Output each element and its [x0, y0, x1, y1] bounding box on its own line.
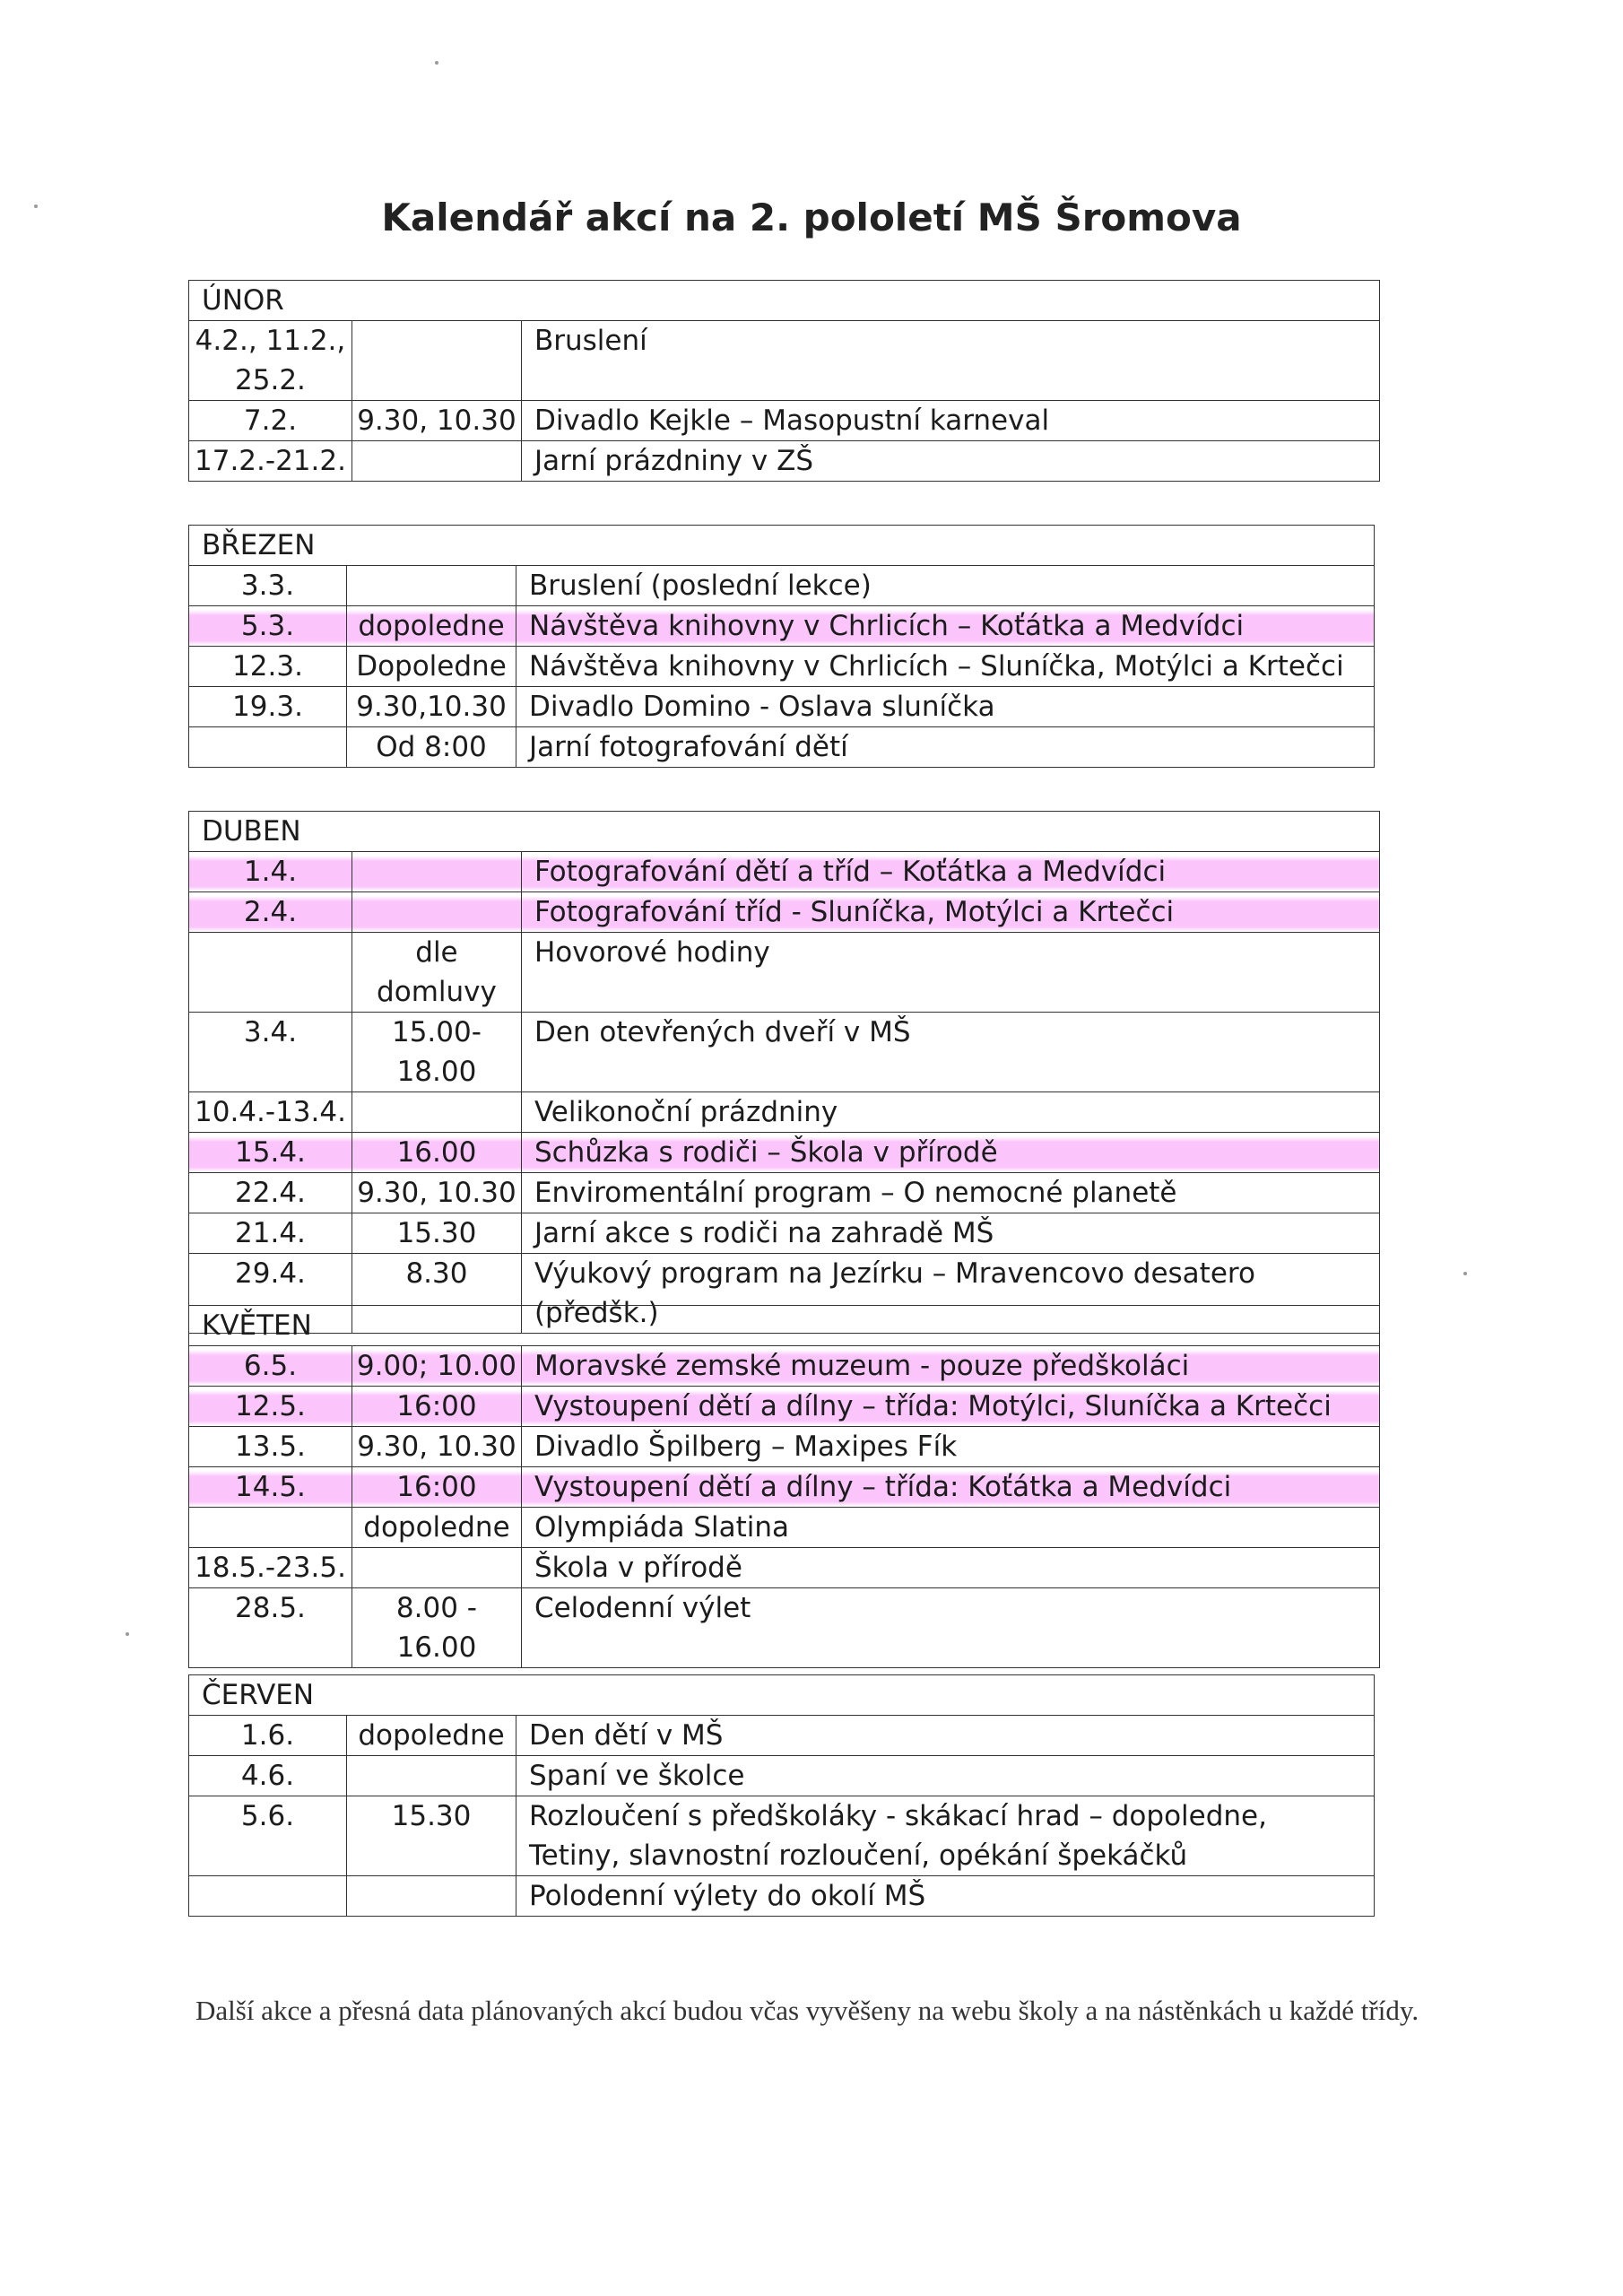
table-row	[189, 727, 1375, 768]
event-time: 9.30, 10.30	[352, 1173, 521, 1213]
event-name: Den dětí v MŠ	[516, 1716, 1375, 1756]
event-time	[352, 441, 521, 482]
scan-speck	[1463, 1272, 1467, 1275]
scan-speck	[126, 1632, 129, 1636]
table-row	[189, 687, 1375, 727]
event-time	[347, 1756, 516, 1796]
month-name: ČERVEN	[189, 1675, 1375, 1716]
month-header-row	[189, 281, 1380, 321]
table-row	[189, 933, 1380, 1013]
table-row	[189, 1876, 1375, 1917]
event-date: 4.2., 11.2., 25.2.	[189, 321, 352, 401]
event-date: 21.4.	[189, 1213, 352, 1254]
month-table	[188, 1674, 1375, 1917]
event-name: Návštěva knihovny v Chrlicích – Sluníčka, Motýlci a Krtečci	[516, 647, 1375, 687]
event-date	[189, 1876, 347, 1917]
table-row	[189, 1346, 1380, 1387]
month-table	[188, 280, 1380, 482]
table-row	[189, 1588, 1380, 1668]
table-row	[189, 892, 1380, 933]
event-name: Jarní prázdniny v ZŠ	[521, 441, 1379, 482]
event-date	[189, 1508, 352, 1548]
scan-speck	[435, 61, 438, 65]
event-name: Olympiáda Slatina	[521, 1508, 1379, 1548]
month-name: BŘEZEN	[189, 526, 1375, 566]
event-name: Výukový program na Jezírku – Mravencovo desatero (předšk.)	[521, 1254, 1379, 1334]
table-row	[189, 1213, 1380, 1254]
event-date: 5.3.	[189, 606, 347, 647]
table-row	[189, 1548, 1380, 1588]
event-time: 15.00-18.00	[352, 1013, 521, 1092]
event-time	[352, 1548, 521, 1588]
table-row	[189, 1133, 1380, 1173]
event-time: 9.30,10.30	[347, 687, 516, 727]
event-name: Fotografování dětí a tříd – Koťátka a Medvídci	[521, 852, 1379, 892]
event-date	[189, 933, 352, 1013]
event-date: 12.5.	[189, 1387, 352, 1427]
event-time	[352, 852, 521, 892]
event-name: Vystoupení dětí a dílny – třída: Koťátka a Medvídci	[521, 1467, 1379, 1508]
table-row	[189, 321, 1380, 401]
event-name: Den otevřených dveří v MŠ	[521, 1013, 1379, 1092]
table-row	[189, 1013, 1380, 1092]
month-header-row	[189, 1675, 1375, 1716]
footer-note: Další akce a přesná data plánovaných akcí budou včas vyvěšeny na webu školy a na nástěnkách u každé třídy.	[195, 1995, 1419, 2026]
event-date: 17.2.-21.2.	[189, 441, 352, 482]
event-date: 12.3.	[189, 647, 347, 687]
event-date: 13.5.	[189, 1427, 352, 1467]
table-row	[189, 401, 1380, 441]
table-row	[189, 441, 1380, 482]
event-date: 1.4.	[189, 852, 352, 892]
event-time: 16:00	[352, 1467, 521, 1508]
month-header-row	[189, 526, 1375, 566]
event-name: Schůzka s rodiči – Škola v přírodě	[521, 1133, 1379, 1173]
event-time: 16.00	[352, 1133, 521, 1173]
event-name: Spaní ve školce	[516, 1756, 1375, 1796]
event-name: Divadlo Domino - Oslava sluníčka	[516, 687, 1375, 727]
table-row	[189, 1427, 1380, 1467]
event-date: 5.6.	[189, 1796, 347, 1876]
event-date: 6.5.	[189, 1346, 352, 1387]
month-header-row	[189, 812, 1380, 852]
event-time: 9.30, 10.30	[352, 1427, 521, 1467]
table-row	[189, 1173, 1380, 1213]
event-name: Divadlo Špilberg – Maxipes Fík	[521, 1427, 1379, 1467]
event-time: dopoledne	[352, 1508, 521, 1548]
event-date: 22.4.	[189, 1173, 352, 1213]
event-time	[347, 566, 516, 606]
event-name: Návštěva knihovny v Chrlicích – Koťátka a Medvídci	[516, 606, 1375, 647]
month-name: ÚNOR	[189, 281, 1380, 321]
event-name: Divadlo Kejkle – Masopustní karneval	[521, 401, 1379, 441]
month-name: KVĚTEN	[189, 1306, 1380, 1346]
event-time: dle domluvy	[352, 933, 521, 1013]
event-name: Škola v přírodě	[521, 1548, 1379, 1588]
event-time: 9.30, 10.30	[352, 401, 521, 441]
table-row	[189, 1467, 1380, 1508]
event-date: 2.4.	[189, 892, 352, 933]
month-table	[188, 1305, 1380, 1668]
event-date: 1.6.	[189, 1716, 347, 1756]
event-name: Hovorové hodiny	[521, 933, 1379, 1013]
month-name: DUBEN	[189, 812, 1380, 852]
event-name: Polodenní výlety do okolí MŠ	[516, 1876, 1375, 1917]
event-name: Bruslení (poslední lekce)	[516, 566, 1375, 606]
event-time: Od 8:00	[347, 727, 516, 768]
event-name: Moravské zemské muzeum - pouze předškoláci	[521, 1346, 1379, 1387]
event-time: 15.30	[347, 1796, 516, 1876]
event-time: dopoledne	[347, 606, 516, 647]
event-date: 19.3.	[189, 687, 347, 727]
event-time: 8.30	[352, 1254, 521, 1334]
month-table	[188, 525, 1375, 768]
event-name: Enviromentální program – O nemocné planetě	[521, 1173, 1379, 1213]
event-time: Dopoledne	[347, 647, 516, 687]
month-header-row	[189, 1306, 1380, 1346]
event-date: 28.5.	[189, 1588, 352, 1668]
table-row	[189, 1716, 1375, 1756]
event-name: Celodenní výlet	[521, 1588, 1379, 1668]
table-row	[189, 566, 1375, 606]
table-row	[189, 647, 1375, 687]
event-name: Vystoupení dětí a dílny – třída: Motýlci, Sluníčka a Krtečci	[521, 1387, 1379, 1427]
event-name: Rozloučení s předškoláky - skákací hrad – dopoledne, Tetiny, slavnostní rozloučení, opékání špekáčků	[516, 1796, 1375, 1876]
event-date: 14.5.	[189, 1467, 352, 1508]
table-row	[189, 1508, 1380, 1548]
event-time	[352, 1092, 521, 1133]
event-date: 10.4.-13.4.	[189, 1092, 352, 1133]
page-title: Kalendář akcí na 2. pololetí MŠ Šromova	[381, 196, 1242, 239]
table-row	[189, 606, 1375, 647]
table-row	[189, 1756, 1375, 1796]
event-name: Jarní fotografování dětí	[516, 727, 1375, 768]
event-name: Jarní akce s rodiči na zahradě MŠ	[521, 1213, 1379, 1254]
month-table	[188, 811, 1380, 1334]
event-date: 18.5.-23.5.	[189, 1548, 352, 1588]
event-time	[347, 1876, 516, 1917]
table-row	[189, 1796, 1375, 1876]
event-date: 4.6.	[189, 1756, 347, 1796]
event-date	[189, 727, 347, 768]
event-time: 8.00 - 16.00	[352, 1588, 521, 1668]
table-row	[189, 852, 1380, 892]
event-time: 16:00	[352, 1387, 521, 1427]
event-name: Fotografování tříd - Sluníčka, Motýlci a Krtečci	[521, 892, 1379, 933]
event-date: 7.2.	[189, 401, 352, 441]
event-time	[352, 321, 521, 401]
event-date: 3.4.	[189, 1013, 352, 1092]
scan-speck	[34, 204, 38, 208]
event-time: 9.00; 10.00	[352, 1346, 521, 1387]
event-date: 29.4.	[189, 1254, 352, 1334]
event-name: Velikonoční prázdniny	[521, 1092, 1379, 1133]
event-time: 15.30	[352, 1213, 521, 1254]
table-row	[189, 1092, 1380, 1133]
event-date: 3.3.	[189, 566, 347, 606]
event-date: 15.4.	[189, 1133, 352, 1173]
event-time	[352, 892, 521, 933]
event-name: Bruslení	[521, 321, 1379, 401]
event-time: dopoledne	[347, 1716, 516, 1756]
table-row	[189, 1387, 1380, 1427]
